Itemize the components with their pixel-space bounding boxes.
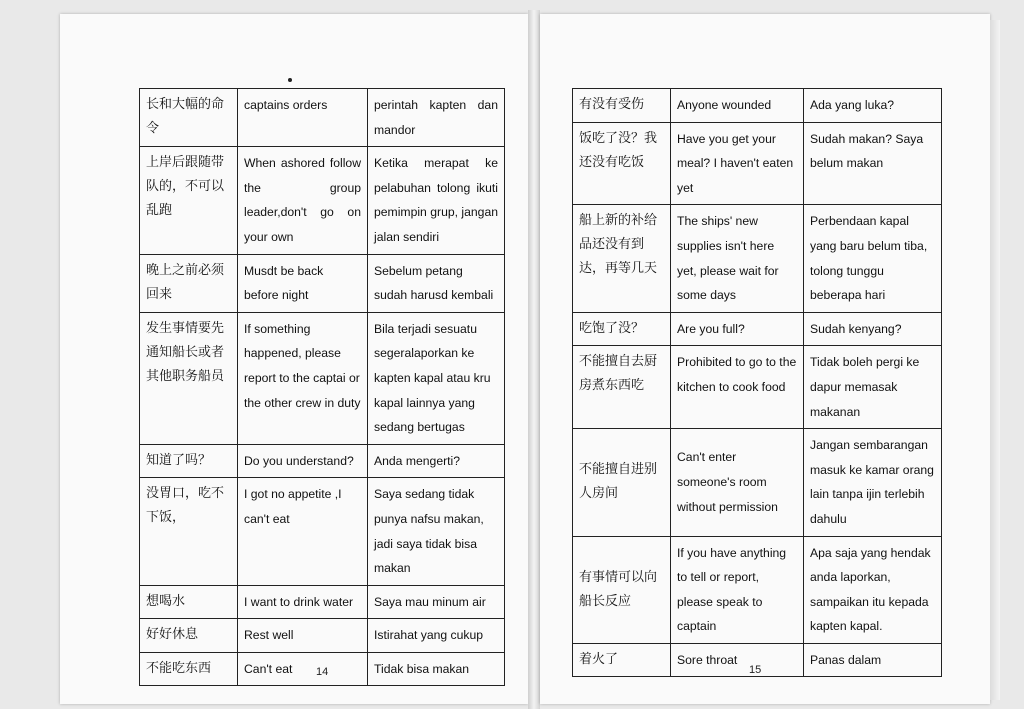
- phrase-table-left: [139, 88, 505, 686]
- page-edges: [990, 20, 1000, 700]
- chinese-cell: 晚上之前必须回来: [140, 254, 238, 312]
- chinese-cell: 长和大幅的命令: [140, 89, 238, 147]
- table-row: [573, 312, 942, 346]
- english-cell: Musdt be back before night: [238, 254, 368, 312]
- indonesian-cell: Jangan sembarangan masuk ke kamar orang lain tanpa ijin terlebih dahulu: [804, 429, 942, 536]
- indonesian-cell: Sebelum petang sudah harusd kembali: [368, 254, 505, 312]
- chinese-cell: 好好休息: [140, 619, 238, 653]
- chinese-cell: 不能吃东西: [140, 652, 238, 686]
- english-cell: Can't enter someone's room without permission: [671, 429, 804, 536]
- indonesian-cell: Apa saja yang hendak anda laporkan, sampaikan itu kepada kapten kapal.: [804, 536, 942, 643]
- english-cell: I want to drink water: [238, 585, 368, 619]
- indonesian-cell: Tidak bisa makan: [368, 652, 505, 686]
- chinese-cell: 有事情可以向船长反应: [573, 536, 671, 643]
- table-row: [573, 346, 942, 429]
- english-cell: Rest well: [238, 619, 368, 653]
- chinese-cell: 不能擅自进别人房间: [573, 429, 671, 536]
- english-cell: captains orders: [238, 89, 368, 147]
- english-cell: Sore throat: [671, 643, 804, 677]
- table-row: [140, 444, 505, 478]
- indonesian-cell: Anda mengerti?: [368, 444, 505, 478]
- english-cell: If you have anything to tell or report, please speak to captain: [671, 536, 804, 643]
- indonesian-cell: Sudah makan? Saya belum makan: [804, 122, 942, 205]
- english-cell: Anyone wounded: [671, 89, 804, 123]
- table-row: [573, 536, 942, 643]
- table-row: [573, 89, 942, 123]
- indonesian-cell: Saya sedang tidak punya nafsu makan, jadi saya tidak bisa makan: [368, 478, 505, 585]
- chinese-cell: 上岸后跟随带队的，不可以乱跑: [140, 147, 238, 254]
- english-cell: Can't eat: [238, 652, 368, 686]
- chinese-cell: 不能擅自去厨房煮东西吃: [573, 346, 671, 429]
- ink-speck: [288, 78, 292, 82]
- english-cell: Prohibited to go to the kitchen to cook food: [671, 346, 804, 429]
- indonesian-cell: Ada yang luka?: [804, 89, 942, 123]
- page-number-left: 14: [316, 666, 329, 678]
- indonesian-cell: Saya mau minum air: [368, 585, 505, 619]
- chinese-cell: 船上新的补给品还没有到达，再等几天: [573, 205, 671, 312]
- chinese-cell: 饭吃了没？我还没有吃饭: [573, 122, 671, 205]
- page-number-right: 15: [749, 664, 762, 676]
- table-row: [140, 478, 505, 585]
- table-row: [573, 122, 942, 205]
- chinese-cell: 吃饱了没？: [573, 312, 671, 346]
- english-cell: Are you full?: [671, 312, 804, 346]
- table-row: [140, 619, 505, 653]
- indonesian-cell: Istirahat yang cukup: [368, 619, 505, 653]
- table-row: [573, 205, 942, 312]
- table-row: [140, 89, 505, 147]
- english-cell: When ashored follow the group leader,don't go on your own: [238, 147, 368, 254]
- english-cell: Do you understand?: [238, 444, 368, 478]
- indonesian-cell: Ketika merapat ke pelabuhan tolong ikuti pemimpin grup, jangan jalan sendiri: [368, 147, 505, 254]
- table-row: [140, 585, 505, 619]
- table-row: [140, 254, 505, 312]
- table-row: [140, 312, 505, 444]
- english-cell: If something happened, please report to the captai or the other crew in duty: [238, 312, 368, 444]
- chinese-cell: 有没有受伤: [573, 89, 671, 123]
- english-cell: Have you get your meal? I haven't eaten yet: [671, 122, 804, 205]
- english-cell: The ships' new supplies isn't here yet, please wait for some days: [671, 205, 804, 312]
- chinese-cell: 发生事情要先通知船长或者其他职务船员: [140, 312, 238, 444]
- chinese-cell: 知道了吗？: [140, 444, 238, 478]
- chinese-cell: 着火了: [573, 643, 671, 677]
- indonesian-cell: Sudah kenyang?: [804, 312, 942, 346]
- table-row: [573, 429, 942, 536]
- chinese-cell: 没胃口，吃不下饭，: [140, 478, 238, 585]
- chinese-cell: 想喝水: [140, 585, 238, 619]
- indonesian-cell: perintah kapten dan mandor: [368, 89, 505, 147]
- table-row: [140, 147, 505, 254]
- indonesian-cell: Tidak boleh pergi ke dapur memasak makanan: [804, 346, 942, 429]
- indonesian-cell: Panas dalam: [804, 643, 942, 677]
- english-cell: I got no appetite ,I can't eat: [238, 478, 368, 585]
- indonesian-cell: Perbendaan kapal yang baru belum tiba, tolong tunggu beberapa hari: [804, 205, 942, 312]
- book-spine: [528, 10, 540, 709]
- indonesian-cell: Bila terjadi sesuatu segeralaporkan ke kapten kapal atau kru kapal lainnya yang sedang bertugas: [368, 312, 505, 444]
- phrase-table-right: [572, 88, 942, 677]
